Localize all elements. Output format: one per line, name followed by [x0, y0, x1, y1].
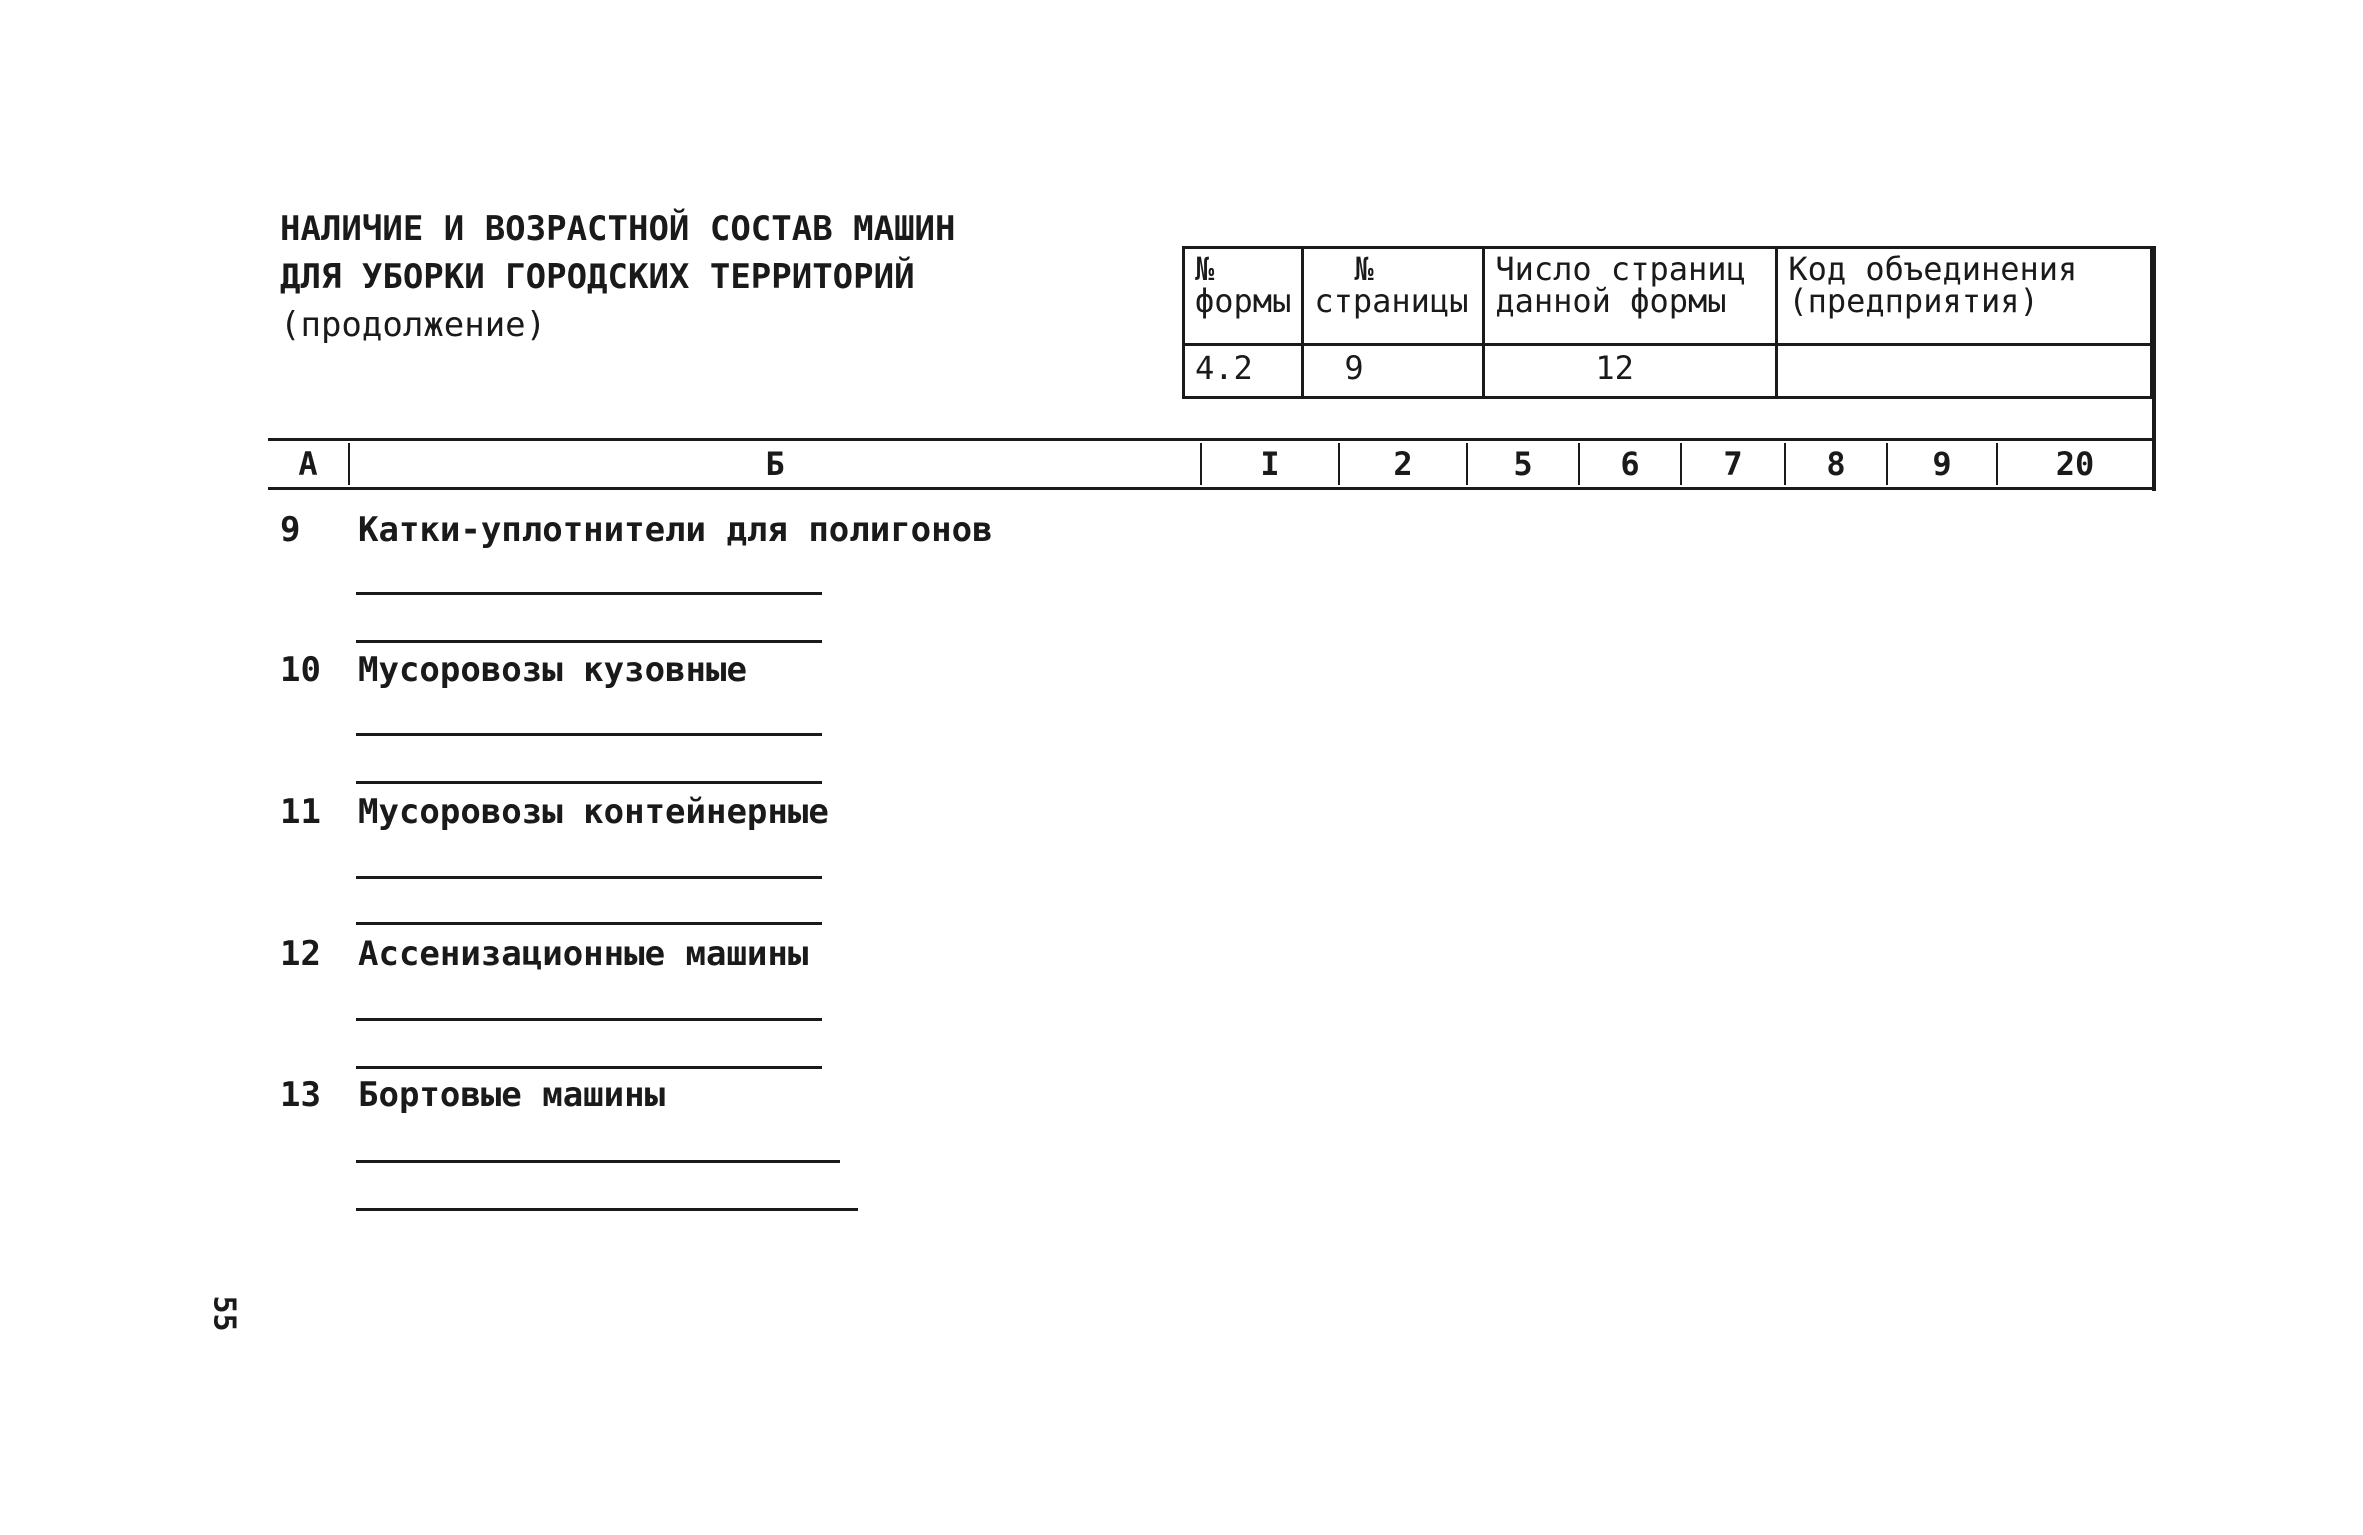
page-number-header: № страницы: [1303, 248, 1484, 345]
row-label: Ассенизационные машины: [358, 934, 809, 974]
row-number: 11: [280, 792, 321, 832]
blank-line: [356, 1066, 822, 1069]
column-2-header: 2: [1393, 445, 1413, 483]
column-header-row: [268, 438, 2156, 490]
column-20-header: 20: [2055, 445, 2095, 483]
page-count-header: Число страниц данной формы: [1484, 248, 1777, 345]
column-9-header: 9: [1932, 445, 1952, 483]
blank-line: [356, 922, 822, 925]
table-row: [280, 510, 993, 550]
organization-code-header: Код объединения (предприятия): [1777, 248, 2152, 345]
row-label: Бортовые машины: [358, 1075, 666, 1115]
row-label: Мусоровозы кузовные: [358, 650, 747, 690]
title-line-3: (продолжение): [280, 305, 547, 345]
table-row: [280, 792, 829, 832]
column-6-header: 6: [1620, 445, 1640, 483]
blank-line: [356, 1208, 858, 1211]
table-row: [280, 1075, 665, 1115]
page-number: 55: [206, 1295, 242, 1332]
title-line-1: НАЛИЧИЕ И ВОЗРАСТНОЙ СОСТАВ МАШИН: [280, 209, 956, 249]
column-b-header: Б: [765, 445, 785, 483]
title-line-2: ДЛЯ УБОРКИ ГОРОДСКИХ ТЕРРИТОРИЙ: [280, 257, 915, 297]
column-8-header: 8: [1826, 445, 1846, 483]
row-number: 12: [280, 934, 321, 974]
form-info-table: [1182, 246, 2153, 399]
form-number-value: 4.2: [1184, 345, 1303, 398]
table-row: [280, 650, 747, 690]
column-5-header: 5: [1513, 445, 1533, 483]
row-number: 13: [280, 1075, 321, 1115]
blank-line: [356, 1160, 840, 1163]
page-number-value: 9: [1303, 345, 1484, 398]
column-1-header: I: [1260, 445, 1280, 483]
organization-code-value: [1777, 345, 2152, 398]
page-count-value: 12: [1484, 345, 1777, 398]
column-a-header: А: [298, 445, 318, 483]
row-label: Катки-уплотнители для полигонов: [358, 510, 993, 550]
blank-line: [356, 1018, 822, 1021]
blank-line: [356, 592, 822, 595]
table-row: [280, 934, 808, 974]
blank-line: [356, 876, 822, 879]
column-7-header: 7: [1723, 445, 1743, 483]
document-title: [280, 205, 956, 349]
row-number: 10: [280, 650, 321, 690]
blank-line: [356, 781, 822, 784]
row-label: Мусоровозы контейнерные: [358, 792, 829, 832]
blank-line: [356, 640, 822, 643]
form-number-header: № формы: [1184, 248, 1303, 345]
row-number: 9: [280, 510, 301, 550]
blank-line: [356, 733, 822, 736]
